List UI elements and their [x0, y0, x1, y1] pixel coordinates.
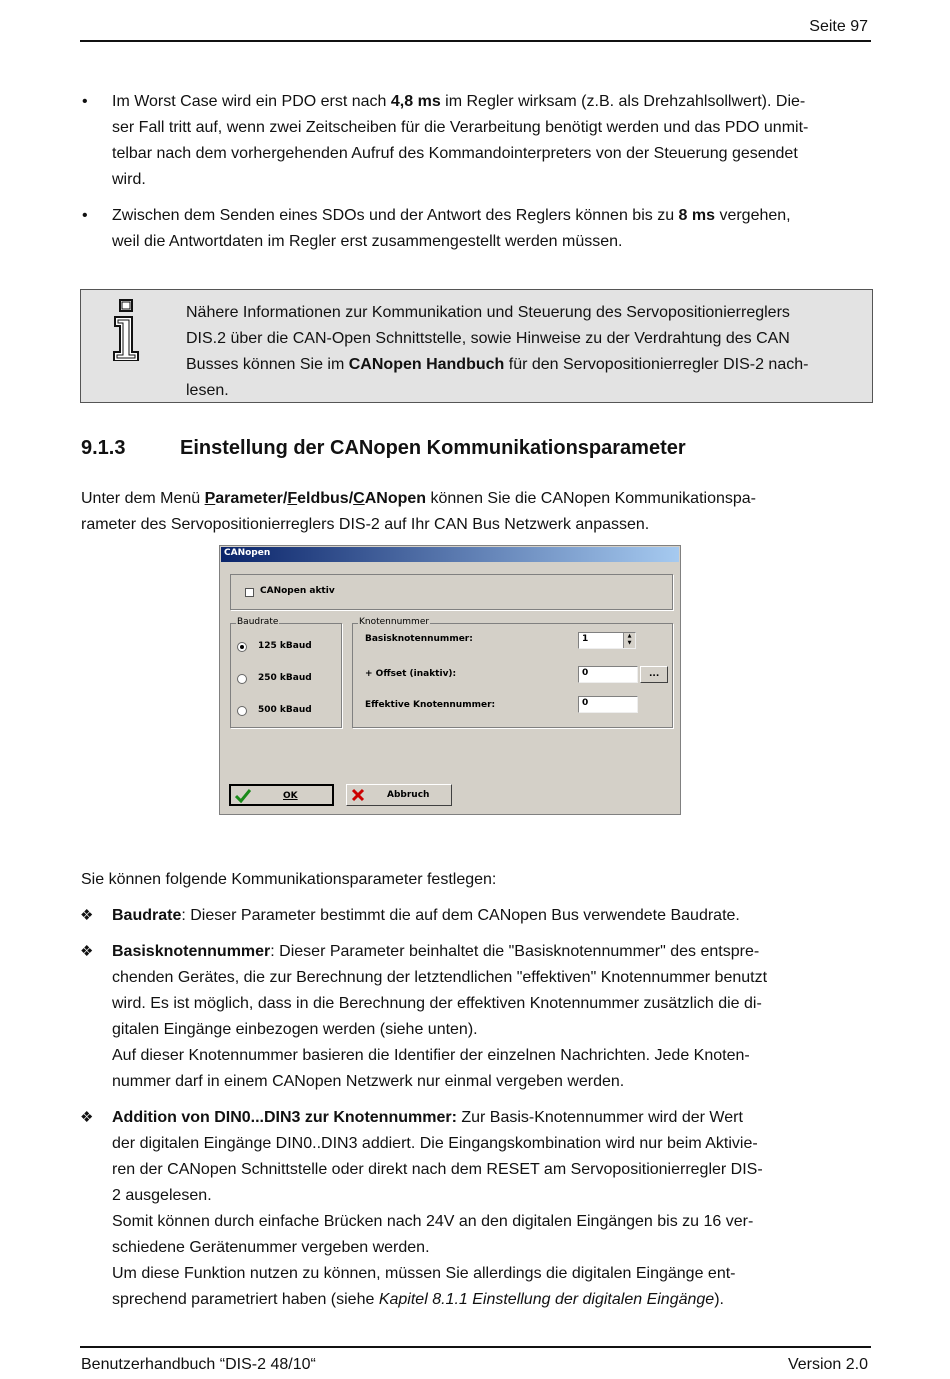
canopen-active-label: CANopen aktiv [260, 586, 335, 596]
diamond-bullet-icon: ❖ [80, 1109, 94, 1126]
text-run: / [348, 490, 354, 507]
cancel-button-label: Abbruch [387, 790, 430, 800]
text-run: Zwischen dem Senden eines SDOs und der Antwort des Reglers können bis zu [112, 207, 679, 224]
footer-manual-title: Benutzerhandbuch “DIS-2 48/10“ [81, 1356, 316, 1373]
mnemonic: P [204, 490, 216, 507]
info-box [80, 289, 873, 403]
knotennummer-group-label: Knotennummer [359, 617, 430, 627]
param-term: Basisknotennummer [112, 943, 271, 960]
text-run: vergehen, [715, 207, 791, 224]
text-line: der digitalen Eingänge DIN0..DIN3 addiert. Die Eingangskombination wird nur beim Aktivie- [112, 1135, 758, 1152]
param-term: Addition von DIN0...DIN3 zur Knotennummer: [112, 1109, 457, 1126]
baud-500-label: 500 kBaud [258, 705, 312, 715]
text-line: weil die Antwortdaten im Regler erst zusammengestellt werden müssen. [112, 233, 623, 250]
offset-label: + Offset (inaktiv): [365, 669, 457, 679]
text-run: können Sie die CANopen Kommunikationspa- [426, 490, 756, 507]
page-number: Seite 97 [809, 18, 868, 35]
canopen-active-checkbox[interactable] [245, 588, 254, 597]
bullet-worst-case [112, 89, 872, 193]
baud-250-label: 250 kBaud [258, 673, 312, 683]
text-run: im Regler wirksam (z.B. als Drehzahlsollwert). Die- [440, 93, 806, 110]
text-line: Auf dieser Knotennummer basieren die Identifier der einzelnen Nachrichten. Jede Knoten- [112, 1047, 750, 1064]
menu-path [205, 490, 426, 507]
text-run: : Dieser Parameter beinhaltet die "Basisknotennummer" des entspre- [270, 943, 760, 960]
offset-value: 0 [582, 668, 589, 678]
baudrate-group-label: Baudrate [237, 617, 279, 627]
params-intro: Sie können folgende Kommunikationsparameter festlegen: [81, 871, 497, 888]
text-run: Busses können Sie im [186, 356, 349, 373]
baud-500-radio[interactable] [237, 706, 247, 716]
text-line: lesen. [186, 382, 229, 399]
baud-125-radio[interactable] [237, 642, 247, 652]
text-line: chenden Gerätes, die zur Berechnung der letztendlichen "effektiven" Knotennummer benutzt [112, 969, 768, 986]
chapter-reference: Kapitel 8.1.1 Einstellung der digitalen Eingänge [378, 1291, 715, 1308]
text-run: für den Servopositionierregler DIS-2 nach- [504, 356, 809, 373]
text-run: Zur Basis-Knotennummer wird der Wert [456, 1109, 743, 1126]
section-title: Einstellung der CANopen Kommunikationsparameter [180, 437, 686, 459]
text-line: rameter des Servopositionierreglers DIS-2 auf Ihr CAN Bus Netzwerk anpassen. [81, 516, 650, 533]
diamond-bullet-icon: ❖ [80, 907, 94, 924]
mnemonic: C [353, 490, 365, 507]
knotennummer-group [352, 617, 673, 728]
text-line: Somit können durch einfache Brücken nach 24V an den digitalen Eingängen bis zu 16 ver- [112, 1213, 754, 1230]
param-addition-din [112, 1105, 872, 1313]
offset-browse-label: ... [649, 669, 660, 679]
baud-250-radio[interactable] [237, 674, 247, 684]
bullet-dot: • [82, 207, 88, 224]
text-line: wird. [112, 171, 146, 188]
text-line: wird. Es ist möglich, dass in die Berechnung der effektiven Knotennummer zusätzlich die di- [112, 995, 762, 1012]
text-run: eldbus [297, 490, 349, 507]
bold-value: 4,8 ms [390, 93, 441, 110]
bold-value: 8 ms [678, 207, 715, 224]
baudrate-group [230, 617, 342, 728]
text-run: arameter [215, 490, 283, 507]
dialog-titlebar [221, 547, 679, 562]
text-line: schiedene Gerätenummer vergeben werden. [112, 1239, 430, 1256]
offset-field[interactable] [578, 666, 638, 683]
text-run: Im Worst Case wird ein PDO erst nach [112, 93, 391, 110]
basis-value: 1 [582, 634, 589, 644]
text-run: sprechend parametriert haben (siehe [112, 1291, 379, 1308]
dialog-title: CANopen [224, 548, 271, 558]
diamond-bullet-icon: ❖ [80, 943, 94, 960]
text-line: ren der CANopen Schnittstelle oder direkt nach dem RESET am Servopositionierregler DIS- [112, 1161, 763, 1178]
text-line: 2 ausgelesen. [112, 1187, 212, 1204]
text-line: Um diese Funktion nutzen zu können, müssen Sie allerdings die digitalen Eingänge ent- [112, 1265, 736, 1282]
effektiv-value: 0 [582, 698, 589, 708]
canopen-active-group [230, 574, 673, 610]
footer-version: Version 2.0 [787, 1356, 868, 1373]
mnemonic: F [287, 490, 298, 507]
effektiv-field [578, 696, 638, 713]
param-baudrate [112, 903, 872, 929]
checkmark-icon [235, 789, 251, 803]
info-icon [111, 297, 141, 361]
info-text [186, 300, 866, 404]
section-number: 9.1.3 [81, 437, 126, 459]
text-line: ser Fall tritt auf, wenn zwei Zeitscheiben für die Verarbeitung benötigt werden und das PDO unmit- [112, 119, 809, 136]
baud-125-label: 125 kBaud [258, 641, 312, 651]
bullet-dot: • [82, 93, 88, 110]
text-line: nummer darf in einem CANopen Netzwerk nur einmal vergeben werden. [112, 1073, 625, 1090]
text-line: telbar nach dem vorhergehenden Aufruf des Kommandointerpreters von der Steuerung gesendet [112, 145, 798, 162]
text-run: ANopen [364, 490, 427, 507]
close-icon [351, 788, 365, 802]
manual-reference: CANopen Handbuch [348, 356, 505, 373]
canopen-dialog [219, 545, 681, 815]
footer-rule [80, 1346, 871, 1348]
text-run: / [282, 490, 288, 507]
text-run: ). [714, 1291, 724, 1308]
text-line: gitalen Eingänge einbezogen werden (siehe unten). [112, 1021, 478, 1038]
bullet-sdo [112, 203, 872, 255]
basis-label: Basisknotennummer: [365, 634, 473, 644]
intro-paragraph [81, 486, 756, 538]
param-basisknotennummer [112, 939, 872, 1095]
header-rule [80, 40, 871, 42]
effektiv-label: Effektive Knotennummer: [365, 700, 496, 710]
text-run: : Dieser Parameter bestimmt die auf dem CANopen Bus verwendete Baudrate. [181, 907, 740, 924]
spinner-arrows-icon[interactable]: ▲ ▼ [623, 633, 635, 648]
text-run: Unter dem Menü [81, 490, 205, 507]
ok-button[interactable] [229, 784, 334, 806]
ok-button-label: OK [283, 791, 298, 801]
text-line: DIS.2 über die CAN-Open Schnittstelle, sowie Hinweise zu der Verdrahtung des CAN [186, 330, 790, 347]
basis-spinner[interactable] [578, 632, 636, 649]
cancel-button[interactable] [346, 784, 452, 806]
offset-browse-button[interactable] [640, 666, 668, 683]
param-term: Baudrate [112, 907, 182, 924]
text-line: Nähere Informationen zur Kommunikation und Steuerung des Servopositionierreglers [186, 304, 790, 321]
